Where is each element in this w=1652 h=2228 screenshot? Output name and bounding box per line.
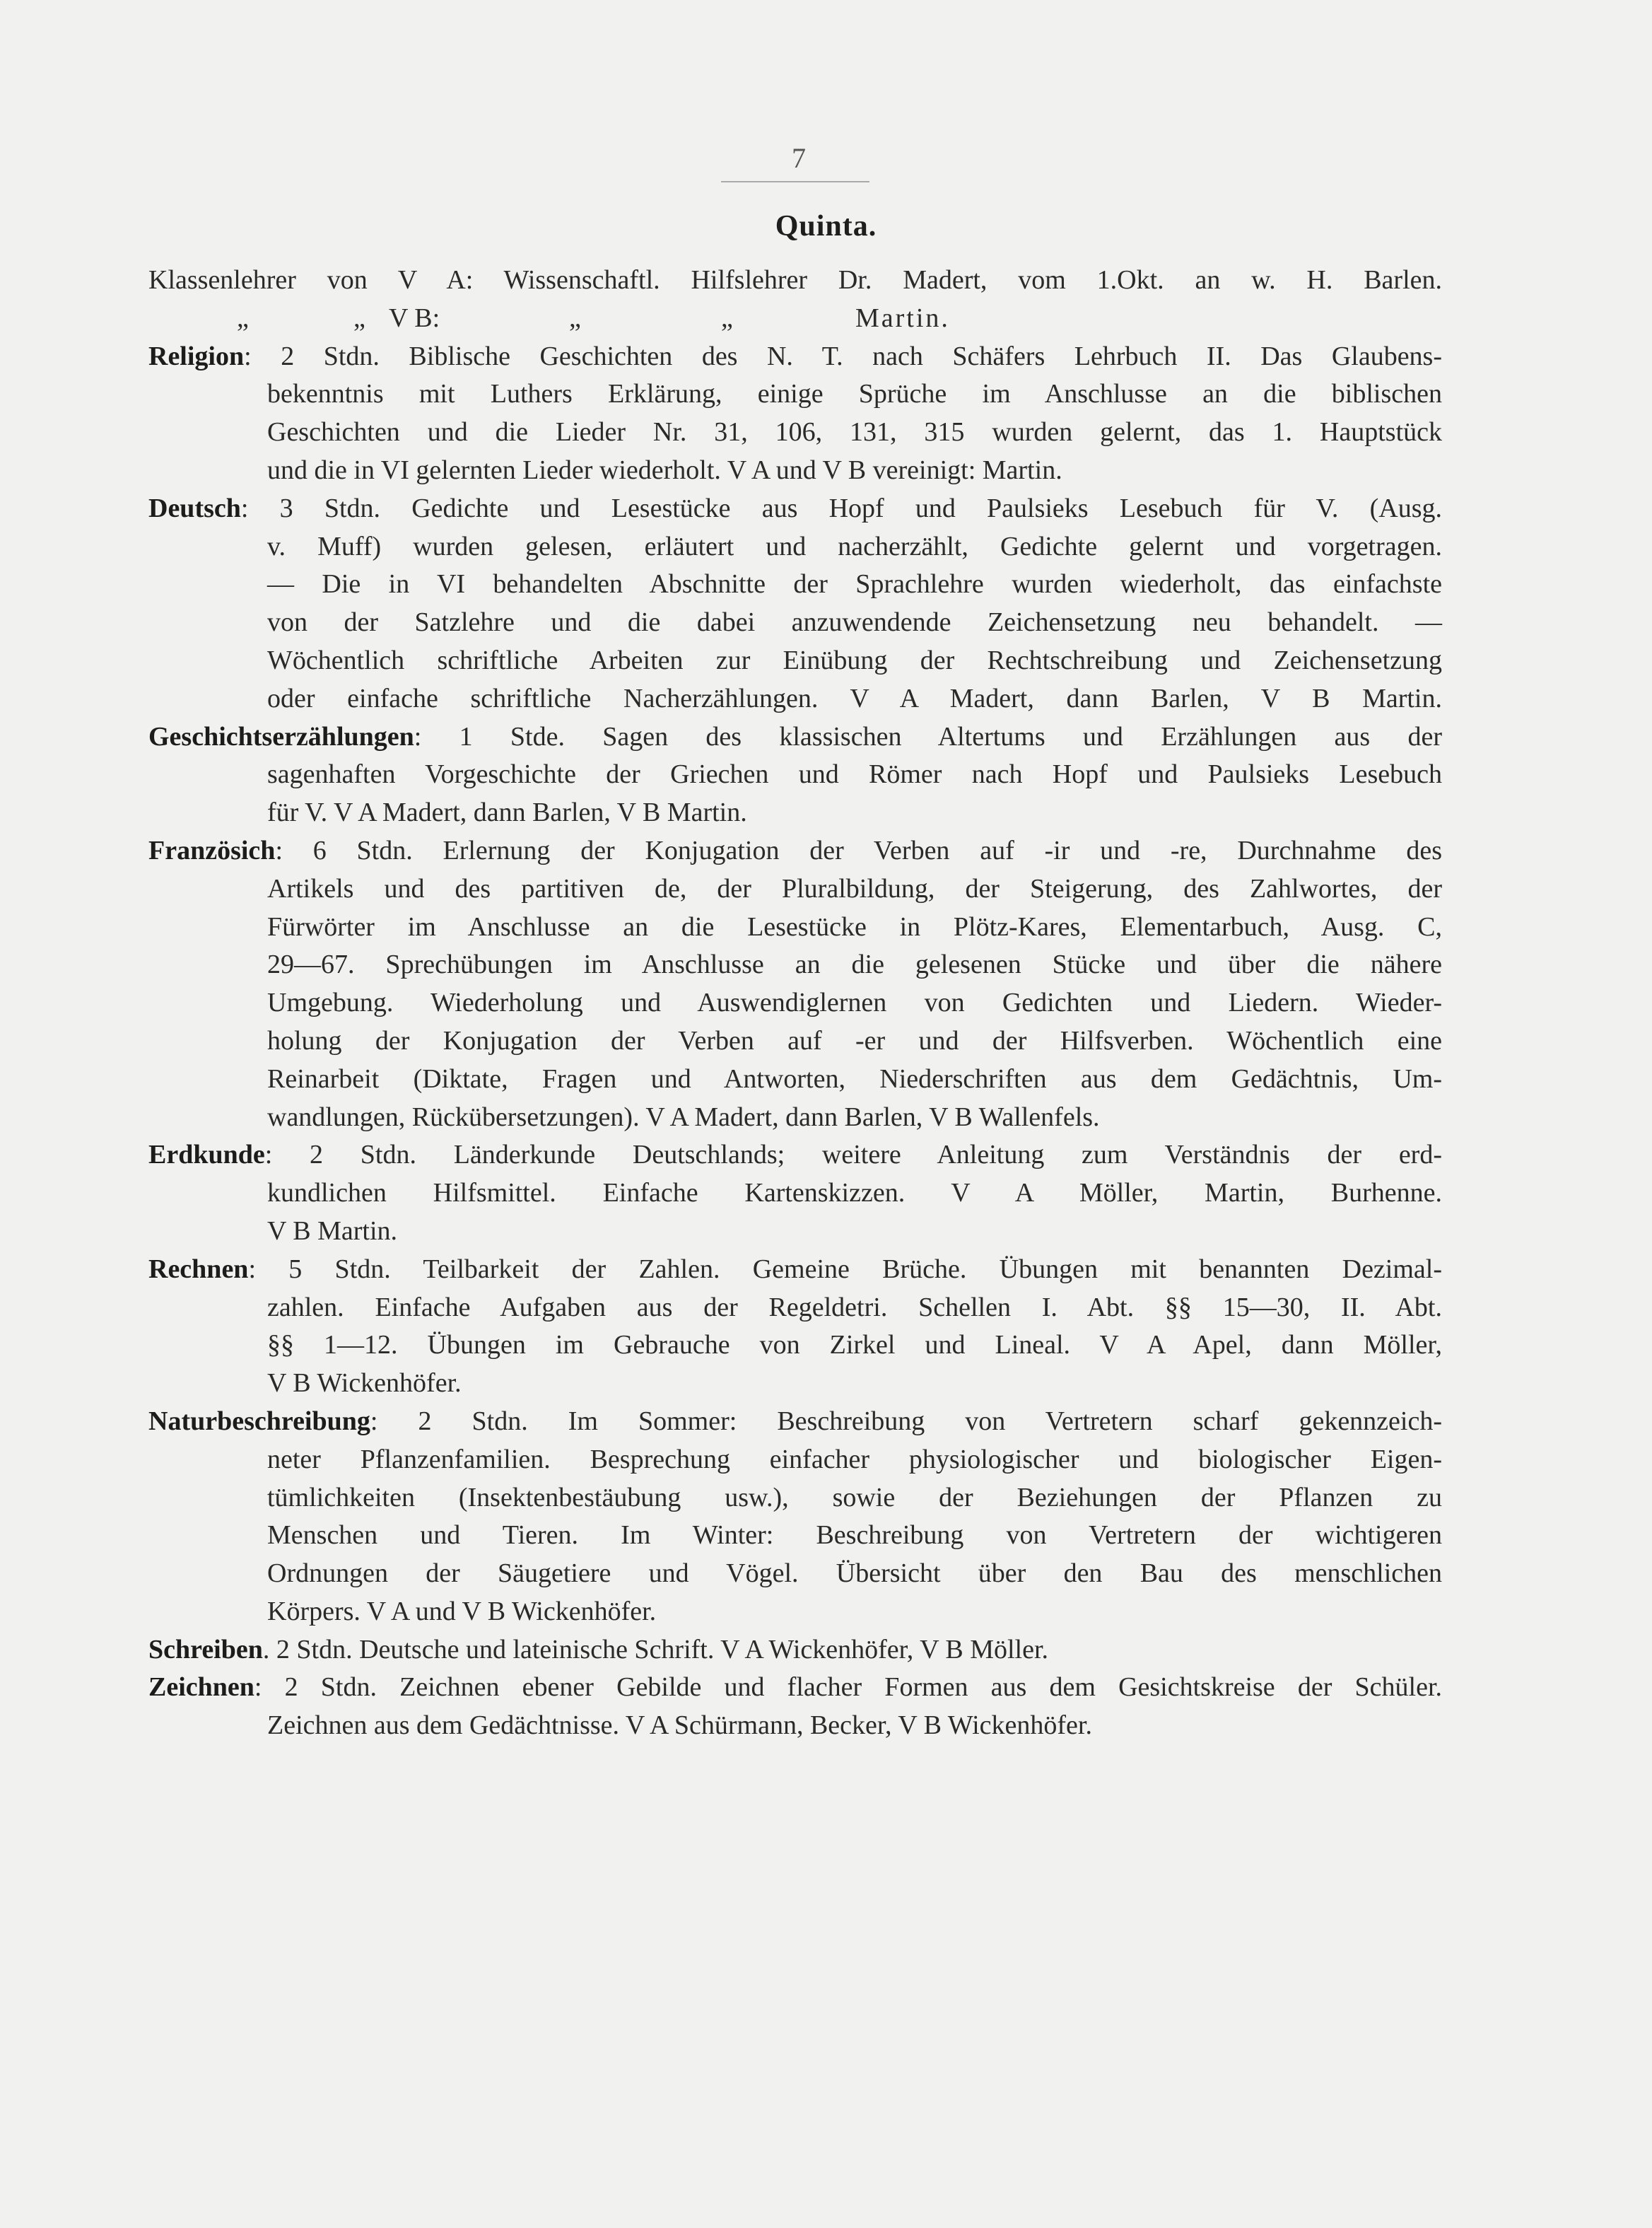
page-number: 7 [792, 142, 806, 174]
text-line: Geschichten und die Lieder Nr. 31, 106, 131, 315 wurden gelernt, das 1. Hauptstück [267, 417, 1442, 448]
text-line: sagenhaften Vorgeschichte der Griechen und Römer nach Hopf und Paulsieks Lesebuch [267, 759, 1442, 790]
text-line: neter Pflanzenfamilien. Besprechung einfacher physiologischer und biologischer Eigen- [267, 1444, 1442, 1474]
text-line: . 2 Stdn. Deutsche und lateinische Schrift. V A Wickenhöfer, V B Möller. [262, 1634, 1049, 1664]
ditto-mark: „ [353, 303, 365, 333]
text-line: tümlichkeiten (Insektenbestäubung usw.), sowie der Beziehungen der Pflanzen zu [267, 1482, 1442, 1512]
text-line: — Die in VI behandelten Abschnitte der Sprachlehre wurden wiederholt, das einfachste [267, 569, 1442, 600]
subject-religion: Religion [148, 341, 245, 371]
subject-rechnen: Rechnen [148, 1254, 249, 1284]
subject-deutsch: Deutsch [148, 493, 241, 523]
text-line: : 2 Stdn. Im Sommer: Beschreibung von Vertretern scharf gekennzeich- [370, 1406, 1442, 1436]
text-line: oder einfache schriftliche Nacherzählungen. V A Madert, dann Barlen, V B Martin. [267, 683, 1442, 713]
klassenlehrer-line: Klassenlehrer von V A: Wissenschaftl. Hilfslehrer Dr. Madert, vom 1.Okt. an w. H. Barlen. [148, 265, 1442, 295]
section-religion [148, 338, 1442, 490]
subject-erdkunde: Erdkunde [148, 1140, 265, 1170]
text-line: : 2 Stdn. Zeichnen ebener Gebilde und flacher Formen aus dem Gesichtskreise der Schüler. [254, 1672, 1442, 1703]
text-line: §§ 1—12. Übungen im Gebrauche von Zirkel und Lineal. V A Apel, dann Möller, [267, 1330, 1442, 1360]
text-line: Reinarbeit (Diktate, Fragen und Antworten, Niederschriften aus dem Gedächtnis, Um- [267, 1063, 1442, 1094]
text-line: : 3 Stdn. Gedichte und Lesestücke aus Hopf und Paulsieks Lesebuch für V. (Ausg. [240, 493, 1442, 523]
section-erdkunde [148, 1136, 1442, 1250]
text-line: Körpers. V A und V B Wickenhöfer. [267, 1596, 657, 1626]
class-vb-label: V B: [389, 303, 440, 333]
subject-zeichnen: Zeichnen [148, 1672, 254, 1703]
text-line: : 2 Stdn. Biblische Geschichten des N. T. nach Schäfers Lehrbuch II. Das Glaubens- [244, 341, 1442, 371]
text-line: Umgebung. Wiederholung und Auswendiglernen von Gedichten und Liedern. Wieder- [267, 988, 1442, 1018]
text-line: wandlungen, Rückübersetzungen). V A Madert, dann Barlen, V B Wallenfels. [267, 1102, 1100, 1132]
section-franzoesisch [148, 832, 1442, 1136]
section-rechnen [148, 1251, 1442, 1403]
klassenlehrer-ditto-line [148, 300, 1442, 338]
text-line: für V. V A Madert, dann Barlen, V B Martin. [267, 798, 747, 828]
text-line: v. Muff) wurden gelesen, erläutert und nacherzählt, Gedichte gelernt und vorgetragen. [267, 531, 1442, 561]
section-geschichtserzaehlungen [148, 718, 1442, 832]
text-line: : 1 Stde. Sagen des klassischen Altertums und Erzählungen aus der [414, 721, 1442, 752]
text-line: zahlen. Einfache Aufgaben aus der Regeldetri. Schellen I. Abt. §§ 15—30, II. Abt. [267, 1292, 1442, 1322]
section-naturbeschreibung [148, 1403, 1442, 1631]
ditto-mark: „ [569, 303, 581, 333]
subject-franzoesisch: Französich [148, 835, 276, 865]
text-line: von der Satzlehre und die dabei anzuwendende Zeichensetzung neu behandelt. — [267, 607, 1442, 638]
text-line: : 6 Stdn. Erlernung der Konjugation der Verben auf -ir und -re, Durchnahme des [275, 835, 1442, 865]
text-line: V B Martin. [267, 1215, 398, 1246]
text-line: holung der Konjugation der Verben auf -er und der Hilfsverben. Wöchentlich eine [267, 1025, 1442, 1056]
text-line: und die in VI gelernten Lieder wiederholt. V A und V B vereinigt: Martin. [267, 455, 1062, 485]
text-line: Wöchentlich schriftliche Arbeiten zur Einübung der Rechtschreibung und Zeichensetzung [267, 645, 1442, 675]
subject-geschichtserzaehlungen: Geschichtserzählungen [148, 721, 414, 752]
page-number-rule [721, 181, 869, 182]
text-line: kundlichen Hilfsmittel. Einfache Kartenskizzen. V A Möller, Martin, Burhenne. [267, 1178, 1442, 1208]
subject-schreiben: Schreiben [148, 1634, 263, 1664]
text-line: : 5 Stdn. Teilbarkeit der Zahlen. Gemeine Brüche. Übungen mit benannten Dezimal- [248, 1254, 1442, 1284]
text-line: 29—67. Sprechübungen im Anschlusse an die gelesenen Stücke und über die nähere [267, 950, 1442, 980]
section-deutsch [148, 490, 1442, 718]
section-schreiben [148, 1631, 1442, 1669]
text-line: V B Wickenhöfer. [267, 1368, 462, 1399]
ditto-mark: „ [237, 303, 249, 333]
text-line: Ordnungen der Säugetiere und Vögel. Übersicht über den Bau des menschlichen [267, 1558, 1442, 1589]
teacher-martin: Martin. [855, 303, 950, 333]
text-line: Menschen und Tieren. Im Winter: Beschreibung von Vertretern der wichtigeren [267, 1520, 1442, 1551]
section-title: Quinta. [775, 210, 877, 243]
text-line: Zeichnen aus dem Gedächtnisse. V A Schürmann, Becker, V B Wickenhöfer. [267, 1710, 1092, 1741]
text-line: bekenntnis mit Luthers Erklärung, einige Sprüche im Anschlusse an die biblischen [267, 379, 1442, 409]
text-line: : 2 Stdn. Länderkunde Deutschlands; weitere Anleitung zum Verständnis der erd- [264, 1140, 1442, 1170]
section-zeichnen [148, 1669, 1442, 1745]
document-body [148, 262, 1442, 1745]
subject-naturbeschreibung: Naturbeschreibung [148, 1406, 370, 1436]
text-line: Fürwörter im Anschlusse an die Lesestücke in Plötz-Kares, Elementarbuch, Ausg. C, [267, 911, 1442, 942]
ditto-mark: „ [721, 303, 733, 333]
text-line: Artikels und des partitiven de, der Pluralbildung, der Steigerung, des Zahlwortes, der [267, 873, 1442, 904]
